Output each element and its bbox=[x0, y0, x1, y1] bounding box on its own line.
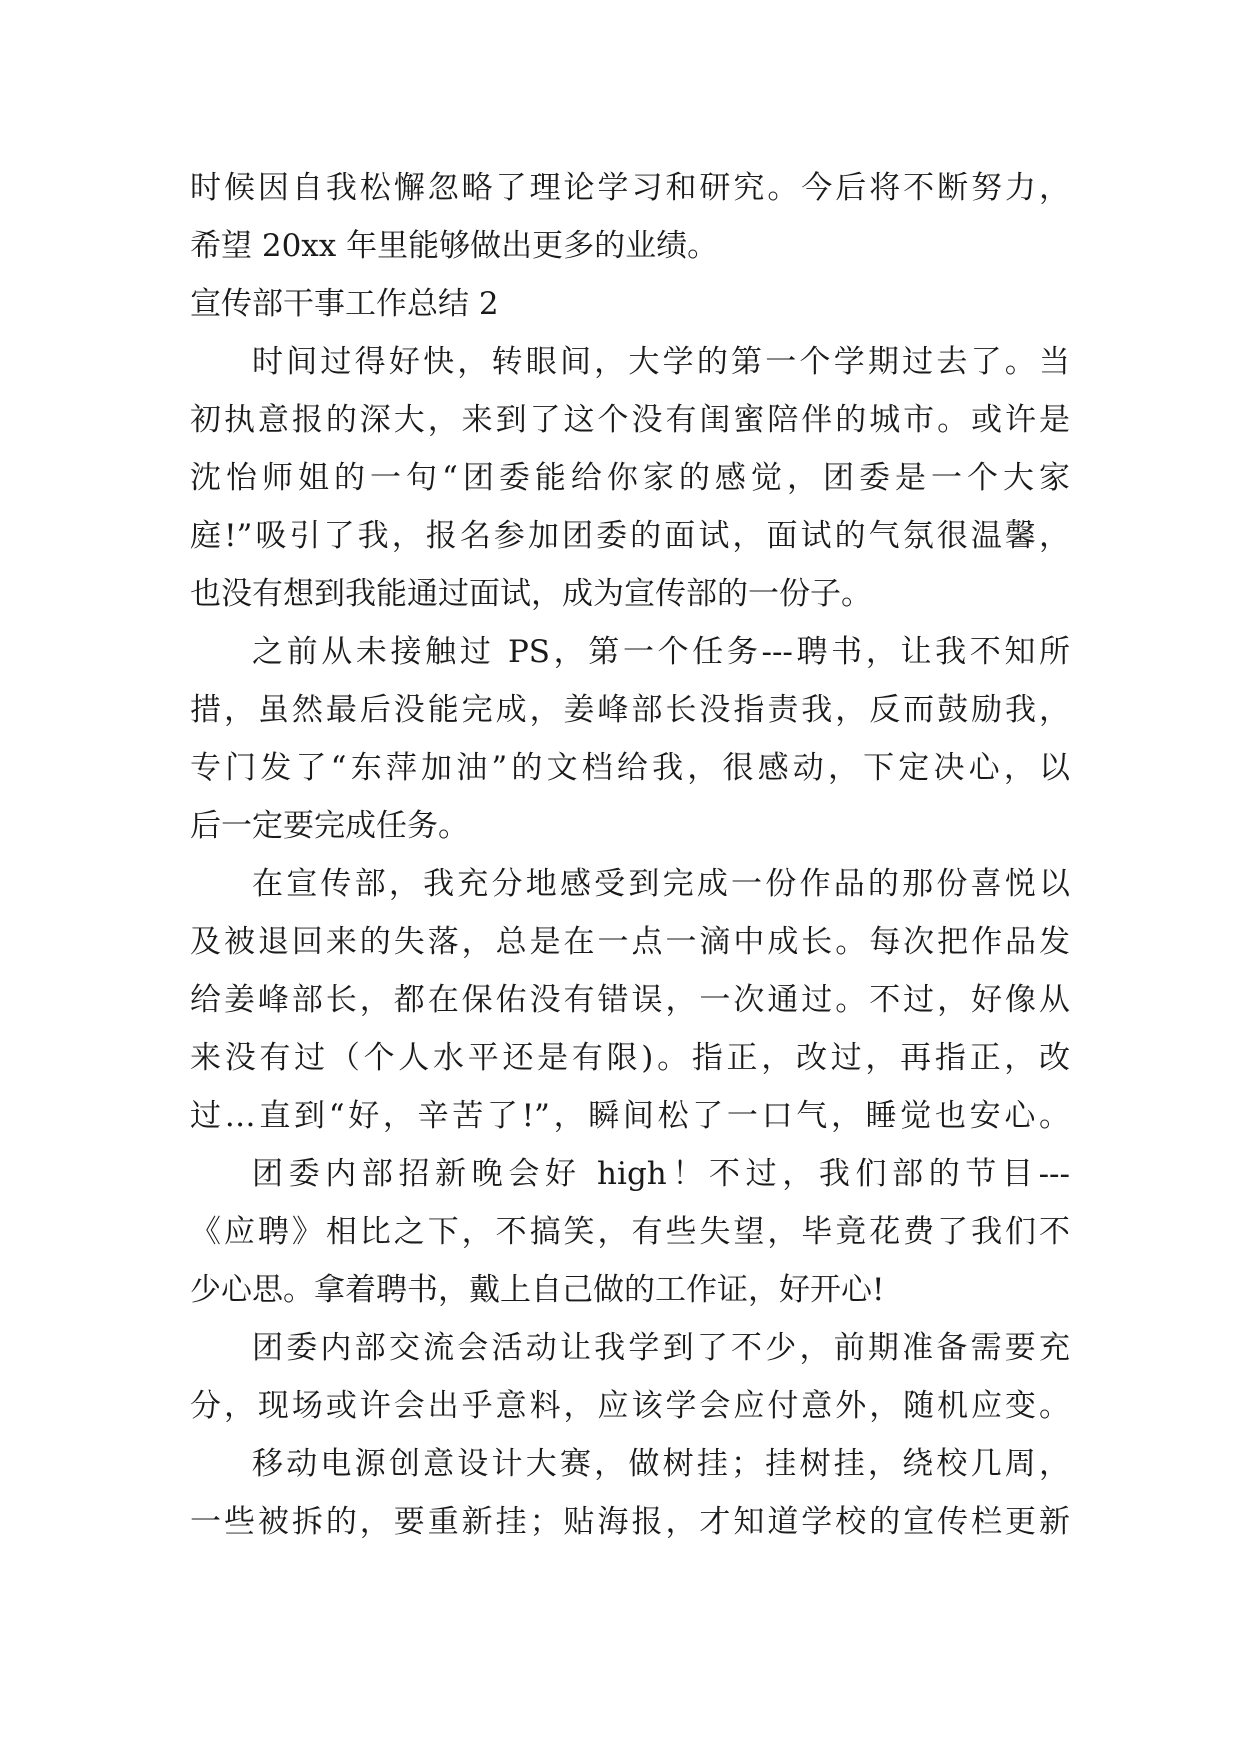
text-line-12: 后一定要完成任务。 bbox=[190, 808, 469, 844]
text-line-13: 在宣传部，我充分地感受到完成一份作品的那份喜悦以 bbox=[252, 866, 1070, 902]
text-line-14: 及被退回来的失落，总是在一点一滴中成长。每次把作品发 bbox=[190, 924, 1070, 960]
text-line-16: 来没有过（个人水平还是有限)。指正，改过，再指正，改 bbox=[190, 1040, 1070, 1076]
text-line-19: 《应聘》相比之下，不搞笑，有些失望，毕竟花费了我们不 bbox=[190, 1214, 1070, 1250]
section-heading: 宣传部干事工作总结 2 bbox=[190, 286, 499, 322]
text-line-10: 措，虽然最后没能完成，姜峰部长没指责我，反而鼓励我， bbox=[190, 692, 1070, 728]
text-line-21: 团委内部交流会活动让我学到了不少，前期准备需要充 bbox=[252, 1330, 1070, 1366]
text-line-24: 一些被拆的，要重新挂；贴海报，才知道学校的宣传栏更新 bbox=[190, 1504, 1070, 1540]
text-line-20: 少心思。拿着聘书，戴上自己做的工作证，好开心! bbox=[190, 1272, 885, 1308]
text-line-11: 专门发了“东萍加油”的文档给我，很感动，下定决心，以 bbox=[190, 750, 1070, 786]
text-line-6: 沈怡师姐的一句“团委能给你家的感觉，团委是一个大家 bbox=[190, 460, 1070, 496]
text-line-1: 时候因自我松懈忽略了理论学习和研究。今后将不断努力， bbox=[190, 170, 1070, 206]
text-line-22: 分，现场或许会出乎意料，应该学会应付意外，随机应变。 bbox=[190, 1388, 1070, 1424]
text-line-7: 庭!”吸引了我，报名参加团委的面试，面试的气氛很温馨， bbox=[190, 518, 1070, 554]
text-line-17: 过…直到“好，辛苦了!”，瞬间松了一口气，睡觉也安心。 bbox=[190, 1098, 1070, 1134]
text-line-18: 团委内部招新晚会好 high！不过，我们部的节目--- bbox=[252, 1156, 1070, 1192]
text-line-2: 希望 20xx 年里能够做出更多的业绩。 bbox=[190, 228, 719, 264]
text-line-4: 时间过得好快，转眼间，大学的第一个学期过去了。当 bbox=[252, 344, 1070, 380]
text-line-9: 之前从未接触过 PS，第一个任务---聘书，让我不知所 bbox=[252, 634, 1070, 670]
text-line-15: 给姜峰部长，都在保佑没有错误，一次通过。不过，好像从 bbox=[190, 982, 1070, 1018]
text-line-5: 初执意报的深大，来到了这个没有闺蜜陪伴的城市。或许是 bbox=[190, 402, 1070, 438]
text-line-23: 移动电源创意设计大赛，做树挂；挂树挂，绕校几周， bbox=[252, 1446, 1070, 1482]
text-line-8: 也没有想到我能通过面试，成为宣传部的一份子。 bbox=[190, 576, 872, 612]
